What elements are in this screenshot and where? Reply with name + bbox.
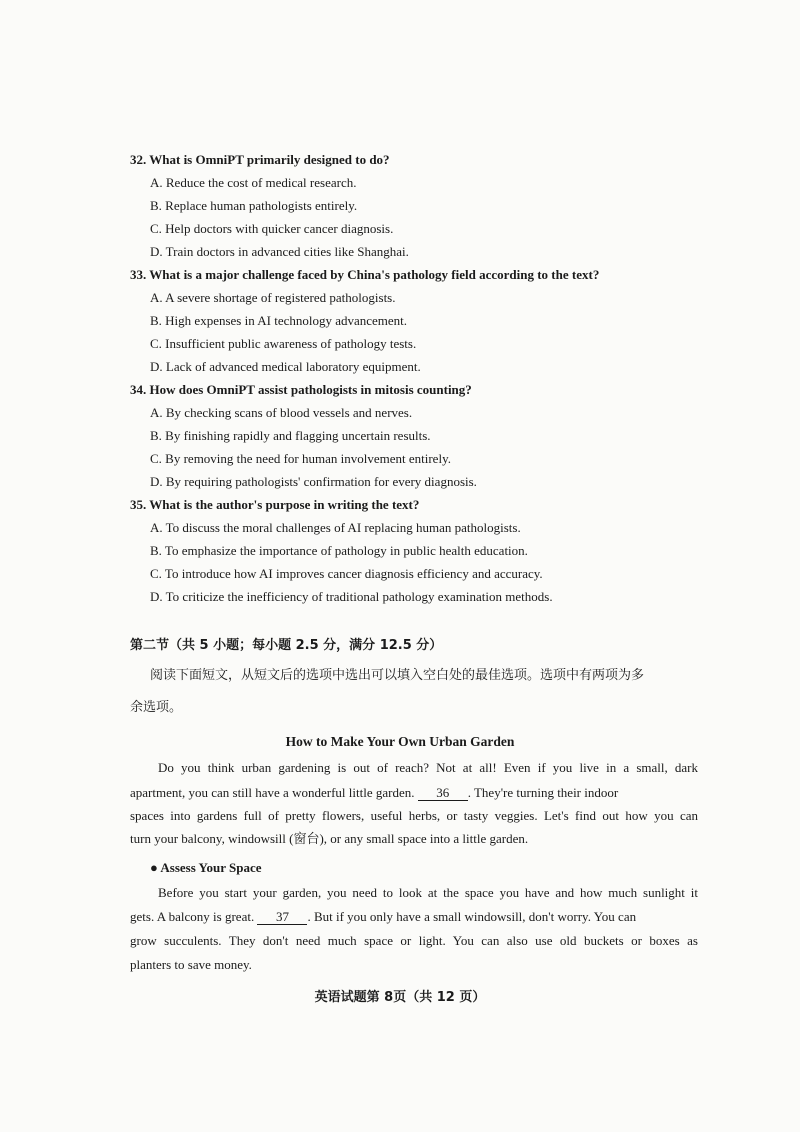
paragraph-2-line-2-end: . But if you only have a small windowsill, don't worry. You can bbox=[307, 909, 637, 924]
passage-paragraph-1 bbox=[130, 760, 698, 776]
paragraph-2-line-2-start: gets. A balcony is great. bbox=[130, 909, 255, 924]
page-footer: 英语试题第 8页（共 12 页） bbox=[314, 990, 486, 1005]
question-35-stem: 35. What is the author's purpose in writing the text? bbox=[130, 497, 420, 512]
question-32-option-d: D. Train doctors in advanced cities like Shanghai. bbox=[150, 244, 409, 259]
section-instruction-line-2: 余选项。 bbox=[130, 700, 183, 715]
paragraph-2-line-4: planters to save money. bbox=[130, 957, 252, 972]
paragraph-1-line-2 bbox=[130, 785, 698, 801]
paragraph-2-line-3-row bbox=[130, 933, 698, 949]
question-35-option-d: D. To criticize the inefficiency of traditional pathology examination methods. bbox=[150, 589, 553, 604]
question-33-stem: 33. What is a major challenge faced by China's pathology field according to the text? bbox=[130, 267, 600, 282]
paragraph-1-line-2-start: apartment, you can still have a wonderful little garden. bbox=[130, 785, 415, 800]
question-34-option-c: C. By removing the need for human involvement entirely. bbox=[150, 451, 451, 466]
paragraph-1-line-2-end: . They're turning their indoor bbox=[467, 785, 619, 800]
section-instruction-line-1: 阅读下面短文，从短文后的选项中选出可以填入空白处的最佳选项。选项中有两项为多 bbox=[150, 668, 645, 683]
question-32-option-a: A. Reduce the cost of medical research. bbox=[150, 175, 357, 190]
question-33-option-d: D. Lack of advanced medical laboratory equipment. bbox=[150, 359, 421, 374]
paragraph-2-line-3: grow succulents. They don't need much space or light. You can also use old buckets or boxes as bbox=[130, 933, 698, 948]
question-33-option-a: A. A severe shortage of registered pathologists. bbox=[150, 290, 396, 305]
question-33-option-c: C. Insufficient public awareness of pathology tests. bbox=[150, 336, 417, 351]
question-34-stem: 34. How does OmniPT assist pathologists in mitosis counting? bbox=[130, 382, 472, 397]
passage-title: How to Make Your Own Urban Garden bbox=[285, 734, 515, 749]
question-34-option-a: A. By checking scans of blood vessels and nerves. bbox=[150, 405, 413, 420]
paragraph-2-line-2-row bbox=[130, 909, 698, 925]
question-32-stem: 32. What is OmniPT primarily designed to do? bbox=[130, 152, 390, 167]
blank-36: 36 bbox=[418, 786, 468, 801]
blank-37: 37 bbox=[257, 910, 307, 925]
paragraph-2-line-1-row bbox=[130, 885, 698, 901]
question-34-option-d: D. By requiring pathologists' confirmation for every diagnosis. bbox=[150, 474, 477, 489]
question-33-option-b: B. High expenses in AI technology advancement. bbox=[150, 313, 408, 328]
question-35-option-a: A. To discuss the moral challenges of AI replacing human pathologists. bbox=[150, 520, 521, 535]
question-35-option-c: C. To introduce how AI improves cancer diagnosis efficiency and accuracy. bbox=[150, 566, 543, 581]
question-32-option-c: C. Help doctors with quicker cancer diagnosis. bbox=[150, 221, 394, 236]
paragraph-1-line-3-row bbox=[130, 808, 698, 824]
paragraph-2-line-4-row bbox=[130, 957, 698, 973]
paragraph-2-line-1: Before you start your garden, you need to look at the space you have and how much sunlight it bbox=[158, 885, 698, 900]
paragraph-1-line-1: Do you think urban gardening is out of reach? Not at all! Even if you live in a small, dark bbox=[158, 760, 698, 775]
question-32-option-b: B. Replace human pathologists entirely. bbox=[150, 198, 358, 213]
paragraph-1-line-4-row bbox=[130, 831, 698, 847]
paragraph-1-line-4: turn your balcony, windowsill (窗台), or any small space into a little garden. bbox=[130, 831, 529, 846]
assess-space-subheading: ● Assess Your Space bbox=[150, 860, 262, 875]
question-34-option-b: B. By finishing rapidly and flagging uncertain results. bbox=[150, 428, 431, 443]
question-35-option-b: B. To emphasize the importance of pathology in public health education. bbox=[150, 543, 528, 558]
paragraph-1-line-3: spaces into gardens full of pretty flowers, useful herbs, or tasty veggies. Let's find out how you can bbox=[130, 808, 698, 823]
section-heading: 第二节（共 5 小题；每小题 2.5 分，满分 12.5 分） bbox=[130, 638, 443, 653]
